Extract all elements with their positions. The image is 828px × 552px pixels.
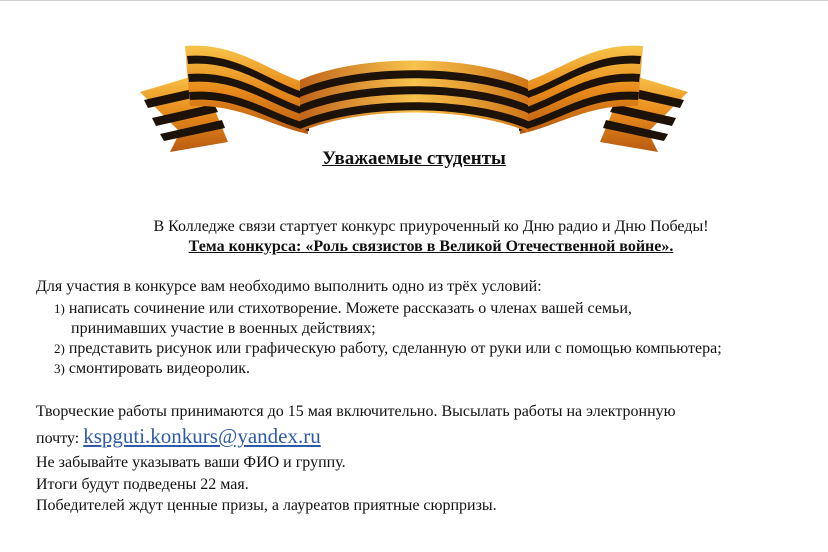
list-item-text: написать сочинение или стихотворение. Можете рассказать о членах вашей семьи, [68,300,632,317]
st-george-ribbon-image [130,34,698,152]
list-item-number: 1) [54,301,65,316]
top-border [0,0,828,1]
list-item [54,359,722,379]
announcement-intro: В Колледже связи стартует конкурс приуроченный ко Дню радио и Дню Победы! [153,218,709,235]
reminder-text: Не забывайте указывать ваши ФИО и группу. [36,454,346,471]
list-item-number: 2) [54,341,65,356]
contest-theme: Тема конкурса: «Роль связистов в Великой Отечественной войне». [188,238,674,255]
list-item-continuation: принимавших участие в военных действиях; [71,320,376,337]
announcement [0,217,828,257]
list-item-text: представить рисунок или графическую работу, сделанную от руки или с помощью компьютера; [68,340,722,357]
conditions-list [54,299,722,379]
email-prefix: почту: [36,430,80,447]
page-heading: Уважаемые студенты [322,148,506,169]
results-text: Итоги будут подведены 22 мая. [36,476,249,493]
email-line [36,424,321,449]
list-item-text: смонтировать видеоролик. [68,360,250,377]
ribbon-center [300,61,528,133]
list-item-number: 3) [54,361,65,376]
conditions-lead: Для участия в конкурсе вам необходимо выполнить одно из трёх условий: [36,278,542,295]
email-link[interactable]: kspguti.konkurs@yandex.ru [83,424,321,448]
prizes-text: Победителей ждут ценные призы, а лауреатов приятные сюрпризы. [36,497,497,514]
deadline-text: Творческие работы принимаются до 15 мая включительно. Высылать работы на электронную [36,403,676,420]
list-item [54,339,722,359]
list-item [54,299,722,319]
